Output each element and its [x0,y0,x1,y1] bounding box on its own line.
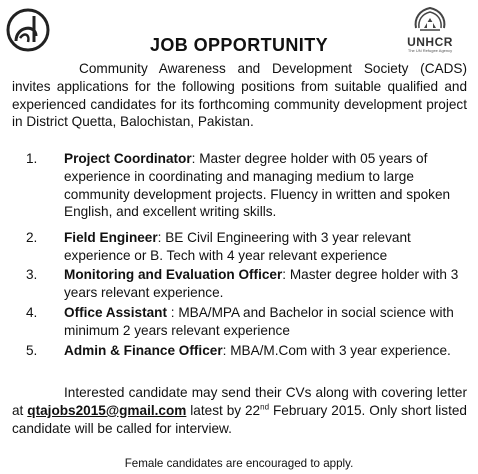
job-title: Office Assistant [64,305,167,320]
closing-text: Interested candidate may send their CVs along with covering letter at [12,385,467,418]
intro-paragraph: Community Awareness and Development Society (CADS) invites applications for the following positions from suitable qualified and experienced candidates for its forthcoming community development project in District Quetta, Balochistan, Pakistan. [12,61,467,130]
footer-note: Female candidates are encouraged to apply. [124,457,354,470]
unhcr-logo-subtext: The UN Refugee Agency [407,48,453,53]
deadline-text: latest by 22 [186,402,261,418]
job-details: Master degree holder with 3 years relevant experience. [64,267,459,300]
job-number: 3. [26,267,38,282]
page-title: JOB OPPORTUNITY [149,35,329,55]
job-title: Admin & Finance Officer [64,343,223,358]
email-link[interactable]: qtajobs2015@gmail.com [27,402,187,418]
job-separator: : [157,230,166,245]
unhcr-logo-text: UNHCR [407,35,453,49]
job-number: 5. [26,343,38,358]
unhcr-emblem-icon [410,4,450,36]
job-separator: : [282,267,290,282]
job-separator: : [167,305,179,320]
date-superscript: nd [260,402,270,412]
closing-paragraph [12,384,467,437]
job-number: 2. [26,230,38,245]
job-separator: : [222,343,231,358]
job-details: MBA/M.Com with 3 year experience. [230,343,451,358]
job-details: BE Civil Engineering with 3 year relevant experience or B. Tech with 4 year relevant experience [64,230,411,263]
job-separator: : [191,151,200,166]
job-title: Project Coordinator [64,151,192,166]
job-title: Field Engineer [64,230,158,245]
closing-text-end: February 2015. Only short listed candidate will be called for interview. [12,402,467,436]
job-number: 1. [26,151,38,166]
job-title: Monitoring and Evaluation Officer [64,267,283,282]
job-details: MBA/MPA and Bachelor in social science with minimum 2 years relevant experience [64,305,454,338]
job-details: Master degree holder with 05 years of experience in coordinating and managing medium to large community development projects. Fluency in written and spoken English, and excellent writing skills. [64,151,451,220]
job-number: 4. [26,305,38,320]
